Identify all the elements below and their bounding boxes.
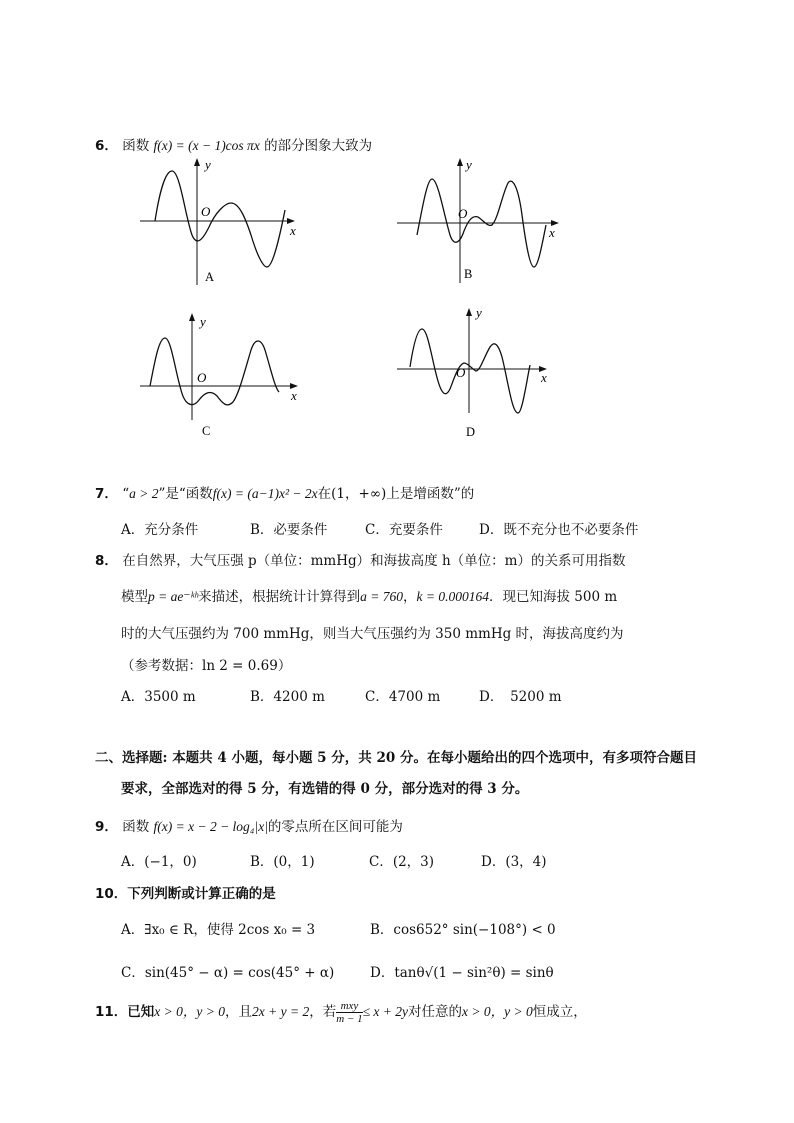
q11-fraction: [336, 1000, 362, 1025]
graph-d-y-label: y: [476, 305, 482, 320]
q8-line2-f: ．现已知海拔 500 m: [488, 589, 618, 605]
q6-prefix: 函数: [122, 138, 150, 154]
section2-instructions-line2: 要求，全部选对的得 5 分，有选错的得 0 分，部分选对的得 3 分。: [121, 781, 529, 797]
q7-formula: f(x) = (a−1)x² − 2x: [212, 486, 318, 501]
q8-number: 8．: [95, 553, 118, 569]
q11-inequality: ≤ x + 2y: [362, 1004, 408, 1019]
q11-text-i: 恒成立，: [532, 1004, 587, 1020]
q7-text-b: ”是“函数: [158, 486, 213, 502]
q7-option-d[interactable]: D．既不充分也不必要条件: [479, 522, 639, 538]
q11-cond-positive: x > 0，y > 0: [154, 1004, 226, 1019]
graph-a-x-label: x: [290, 223, 296, 238]
q8-model-formula: p = ae⁻ᵏʰ: [148, 589, 199, 604]
q9-formula: f(x) = x − 2 − log₄|x|: [153, 819, 268, 834]
q9-option-b[interactable]: B．(0，1): [250, 854, 315, 870]
graph-a-label: A: [205, 270, 215, 284]
q8-reference: （参考数据：ln 2 = 0.69）: [121, 658, 292, 674]
graph-a-origin: O: [201, 204, 211, 219]
q8-option-c[interactable]: C．4700 m: [365, 689, 441, 705]
graph-d-origin: O: [456, 365, 466, 380]
q9-option-d[interactable]: D．(3，4): [481, 854, 547, 870]
q8-a-value: a = 760: [360, 589, 403, 604]
q6-stem: [95, 134, 372, 154]
q11-text-a: 已知: [127, 1004, 155, 1020]
q9-suffix: 的零点所在区间可能为: [267, 819, 403, 835]
graph-d-label: D: [466, 425, 476, 439]
q7-number: 7．: [95, 486, 118, 502]
q8-option-a[interactable]: A．3500 m: [121, 689, 196, 705]
q10-option-b[interactable]: B．cos652° sin(−108°) < 0: [370, 922, 556, 938]
q7-option-b[interactable]: B．必要条件: [250, 522, 328, 538]
q7-condition: a > 2: [129, 486, 159, 501]
q7-text-a: “: [122, 486, 130, 502]
q6-suffix: 的部分图象大致为: [264, 138, 373, 154]
q9-stem: [95, 815, 403, 835]
q10-option-c[interactable]: C．sin(45° − α) = cos(45° + α): [121, 965, 335, 981]
q10-text: 下列判断或计算正确的是: [127, 886, 276, 902]
q9-number: 9．: [95, 819, 118, 835]
q6-graph-b: [392, 155, 567, 290]
section2-title: 二、选择题:: [95, 750, 173, 766]
graph-b-x-label: x: [549, 225, 555, 240]
q8-option-d[interactable]: D． 5200 m: [479, 689, 562, 705]
q8-stem-line1: [95, 549, 625, 569]
q10-stem: [95, 882, 276, 902]
graph-c-y-label: y: [200, 314, 206, 329]
q11-number: 11．: [95, 1004, 128, 1020]
q11-text-c: ，且: [225, 1004, 253, 1020]
q6-graph-d: [392, 305, 567, 440]
q11-frac-numerator: mxy: [336, 1000, 362, 1013]
graph-b-origin: O: [458, 206, 468, 221]
section2-rule-b: ，有多项符合题目: [588, 750, 697, 766]
graph-b-y-label: y: [466, 157, 472, 172]
q11-text-g: 对任意的: [408, 1004, 462, 1020]
q7-text-c: 在(1，+∞)上是增函数”的: [317, 486, 475, 502]
q11-frac-denominator: m − 1: [336, 1013, 363, 1025]
graph-c-label: C: [202, 424, 211, 438]
q8-line2-d: ，: [402, 589, 417, 605]
graph-a-y-label: y: [205, 157, 211, 172]
q11-stem: [95, 1000, 587, 1025]
graph-d-x-label: x: [541, 370, 547, 385]
q10-option-d[interactable]: D．tanθ√(1 − sin²θ) = sinθ: [370, 965, 554, 981]
q10-number: 10．: [95, 886, 128, 902]
q9-option-a[interactable]: A．(−1，0): [121, 854, 197, 870]
q8-line1: 在自然界，大气压强 p（单位：mmHg）和海拔高度 h（单位：m）的关系可用指数: [122, 553, 626, 569]
graph-c-x-label: x: [291, 388, 297, 403]
section2-rule-a: 本题共 4 小题，每小题 5 分，共 20 分。在每小题给出的: [172, 750, 522, 766]
q6-formula: f(x) = (x − 1)cos πx: [153, 138, 260, 153]
q8-stem-line3: 时的大气压强约为 700 mmHg，则当大气压强约为 350 mmHg 时，海拔高度约为: [121, 626, 624, 642]
q11-cond-all: x > 0，y > 0: [462, 1004, 533, 1019]
q10-option-a[interactable]: A．∃x₀ ∈ R，使得 2cos x₀ = 3: [121, 922, 316, 938]
q8-option-b[interactable]: B．4200 m: [250, 689, 325, 705]
q7-option-a[interactable]: A．充分条件: [121, 522, 199, 538]
q8-stem-line2: [121, 585, 617, 605]
q6-number: 6．: [95, 138, 118, 154]
q7-stem: [95, 482, 474, 502]
q6-graph-c: [135, 310, 305, 440]
section2-rule-emph: 四个选项中: [521, 750, 589, 766]
graph-c-origin: O: [197, 370, 207, 385]
q8-line2-b: 来描述，根据统计计算得到: [198, 589, 361, 605]
graph-b-label: B: [464, 267, 473, 281]
q11-text-e: ，若: [309, 1004, 337, 1020]
section2-instructions-line1: [95, 746, 697, 766]
q7-option-c[interactable]: C．充要条件: [365, 522, 443, 538]
q6-graph-a: [135, 155, 305, 290]
q8-line2-a: 模型: [121, 589, 148, 605]
q9-option-c[interactable]: C．(2，3): [369, 854, 435, 870]
q8-k-value: k = 0.000164: [416, 589, 489, 604]
q11-constraint: 2x + y = 2: [252, 1004, 310, 1019]
q9-prefix: 函数: [122, 819, 150, 835]
